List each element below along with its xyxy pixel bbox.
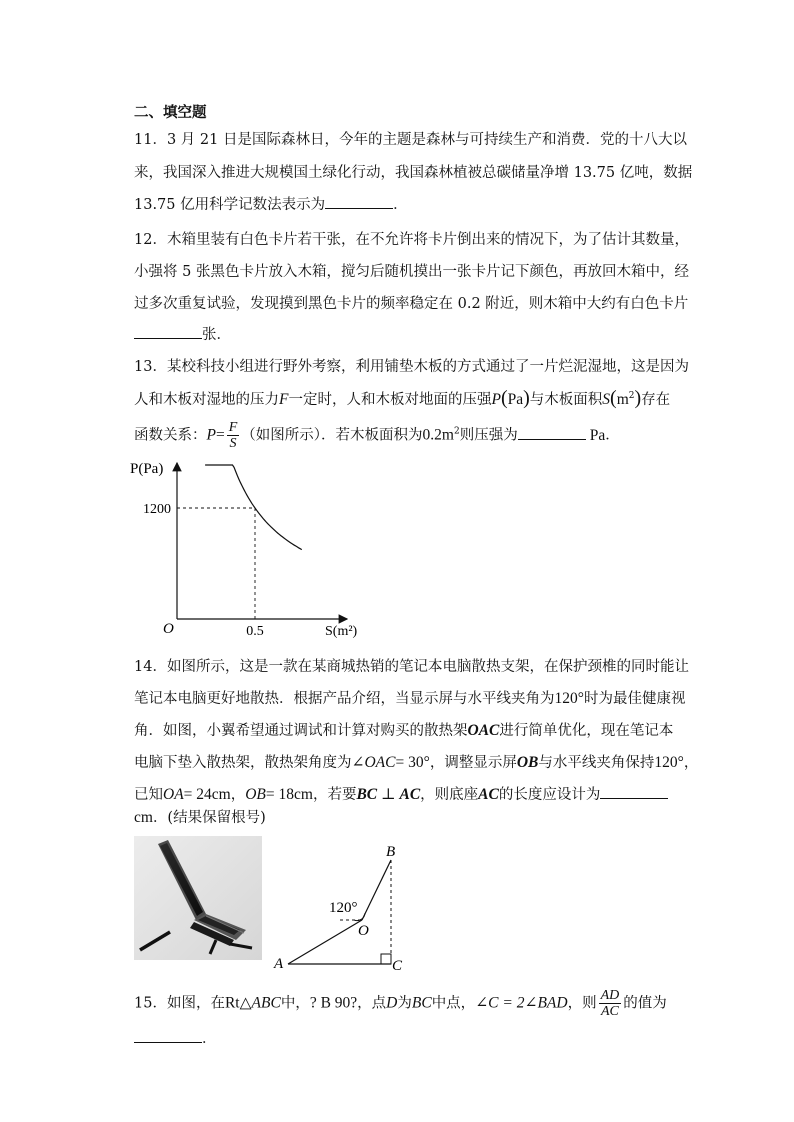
q15-text-b: 中， bbox=[280, 995, 310, 1012]
q14-var-OB2: OB bbox=[245, 786, 266, 803]
q14-var-AC2: AC bbox=[478, 786, 499, 803]
q13-formula-eq: = bbox=[215, 426, 225, 444]
q12-line-3: 过多次重复试验，发现摸到黑色卡片的频率稳定在 0.2 附近，则木箱中大约有白色卡片 bbox=[134, 296, 689, 312]
q15-fraction: $\frac{AD}{AC}$ bbox=[600, 988, 620, 1019]
curve-series bbox=[205, 465, 302, 550]
y-axis-label: P(Pa) bbox=[130, 461, 164, 477]
segment-OB bbox=[362, 860, 391, 920]
q11-line-3 bbox=[134, 193, 408, 214]
q13-text-a: 人和木板对湿地的压力 bbox=[134, 392, 279, 408]
q15-answer-blank[interactable] bbox=[134, 1041, 202, 1043]
q14-line-3 bbox=[134, 719, 673, 740]
q13-line-2: 人和木板对湿地的压力F一定时，人和木板对地面的压强P(Pa)与木板面积$S(m^2)$存在 bbox=[134, 387, 671, 409]
q11-line-1: 11．3 月 21 日是国际森林日，今年的主题是森林与可持续生产和消费．党的十八大以 bbox=[134, 132, 687, 148]
q14-text-i: ，若要 bbox=[312, 787, 357, 803]
y-tick-label: 1200 bbox=[143, 502, 171, 517]
q14-text-j: ，则底座 bbox=[420, 787, 479, 803]
right-angle-mark bbox=[381, 954, 391, 964]
q13-unit-Pa: Pa bbox=[507, 391, 524, 408]
q14-line-4 bbox=[134, 751, 698, 772]
point-C: C bbox=[392, 958, 403, 972]
q14-var-BC: BC bbox=[356, 786, 378, 803]
q11-text: 13.75 亿用科学记数法表示为 bbox=[134, 197, 326, 213]
q13-text-b: 一定时，人和木板对地面的压强 bbox=[288, 392, 492, 408]
q15-angle-B: ? B 90? bbox=[309, 994, 358, 1012]
q15-var-D: D bbox=[386, 994, 398, 1012]
q13-var-P: P bbox=[491, 391, 501, 408]
q13-formula-P: P bbox=[206, 426, 216, 444]
q14-perp: ⊥ bbox=[377, 786, 400, 803]
point-O: O bbox=[358, 923, 369, 939]
q14-angle-OAC: ∠OAC bbox=[351, 754, 396, 771]
q13-text-e: 函数关系： bbox=[134, 427, 207, 444]
point-B: B bbox=[386, 846, 396, 860]
q13-var-S: S bbox=[602, 391, 611, 408]
q13-area-value: 0.2m bbox=[422, 426, 454, 444]
q14-var-OAC: OAC bbox=[467, 722, 500, 739]
q15-angle-eq: ∠C = 2∠BAD bbox=[475, 994, 568, 1012]
q14-comma: ， bbox=[683, 755, 699, 771]
q14-sep: ， bbox=[230, 787, 246, 803]
q14-var-OB: OB bbox=[516, 754, 539, 771]
q13-text-d: 存在 bbox=[641, 392, 671, 408]
q15-line-2 bbox=[134, 1027, 217, 1048]
q13-line-1: 13．某校科技小组进行野外考察，利用铺垫木板的方式通过了一片烂泥湿地，这是因为 bbox=[134, 359, 689, 375]
q14-unit-cm: cm bbox=[134, 809, 153, 826]
q14-text-h: 已知 bbox=[134, 787, 163, 803]
section-title: 二、填空题 bbox=[134, 105, 207, 121]
q14-text-d: 进行简单优化，现在笔记本 bbox=[499, 723, 674, 739]
q14-angle-value: = 30° bbox=[395, 754, 430, 771]
q15-text-c: ，点 bbox=[357, 995, 387, 1012]
angle-label: 120° bbox=[329, 900, 358, 916]
q14-text-e: 电脑下垫入散热架，散热架角度为 bbox=[134, 755, 352, 771]
q14-OB-value: = 18cm bbox=[265, 786, 313, 803]
q14-text-c: 角．如图，小翼希望通过调试和计算对购买的散热架 bbox=[134, 723, 468, 739]
segment-AO bbox=[288, 920, 362, 964]
q11-end: ． bbox=[393, 197, 408, 213]
q14-var-OA: OA bbox=[163, 786, 184, 803]
q13-end: ． bbox=[605, 427, 620, 444]
q11-answer-blank[interactable] bbox=[325, 207, 393, 209]
q13-formula-fraction: $\frac{F}{S}$ bbox=[228, 420, 238, 451]
q12-end: 张． bbox=[202, 327, 231, 343]
q15-text-g: 的值为 bbox=[623, 995, 667, 1012]
q14-line-1: 14．如图所示，这是一款在某商城热销的笔记本电脑散热支架，在保护颈椎的同时能让 bbox=[134, 659, 689, 675]
q12-line-1: 12．木箱里装有白色卡片若干张，在不允许将卡片倒出来的情况下，为了估计其数量， bbox=[134, 232, 689, 248]
q15-rt: Rt△ bbox=[224, 994, 252, 1012]
q14-text-k: 的长度应设计为 bbox=[498, 787, 601, 803]
origin-label: O bbox=[163, 621, 174, 637]
q14-text-f: ，调整显示屏 bbox=[429, 755, 517, 771]
q13-text-f: （如图所示）．若木板面积为 bbox=[241, 427, 423, 444]
geometry-figure bbox=[270, 846, 410, 972]
x-axis-label: S(m²) bbox=[325, 624, 358, 639]
q13-unit-m: m bbox=[616, 391, 629, 408]
q15-text-f: ，则 bbox=[567, 995, 597, 1012]
q12-answer-blank[interactable] bbox=[134, 337, 202, 339]
q13-text-g: 则压强为 bbox=[459, 427, 518, 444]
q14-var-AC: AC bbox=[399, 786, 421, 803]
x-tick-label: 0.5 bbox=[246, 624, 264, 639]
q14-text-a: 笔记本电脑更好地散热．根据产品介绍，当显示屏与水平线夹角为 bbox=[134, 691, 555, 707]
q15-end: ． bbox=[202, 1031, 217, 1047]
q13-area-exp: 2 bbox=[453, 426, 460, 437]
q14-angle-120b: 120° bbox=[654, 754, 684, 771]
q15-text-e: 中点， bbox=[431, 995, 476, 1012]
q14-angle-120: 120° bbox=[554, 690, 584, 707]
q13-text-c: 与木板面积 bbox=[529, 392, 603, 408]
q15-var-BC: BC bbox=[411, 994, 432, 1012]
q14-line-5 bbox=[134, 783, 668, 804]
q15-var-ABC: ABC bbox=[251, 994, 281, 1012]
q14-line-6 bbox=[134, 806, 266, 827]
q14-line-2 bbox=[134, 687, 685, 708]
q13-unit-exp: 2 bbox=[628, 391, 635, 402]
q13-answer-blank[interactable] bbox=[518, 438, 586, 440]
q12-line-2: 小强将 5 张黑色卡片放入木箱，搅匀后随机摸出一张卡片记下颜色，再放回木箱中，经 bbox=[134, 264, 689, 280]
q14-note: ．(结果保留根号) bbox=[152, 810, 266, 826]
point-A: A bbox=[274, 956, 284, 972]
laptop-stand-photo bbox=[134, 836, 262, 960]
pressure-area-chart bbox=[125, 455, 360, 645]
q15-text-a: 15．如图，在 bbox=[134, 995, 225, 1012]
q15-line-1 bbox=[134, 988, 667, 1019]
q14-text-b: 时为最佳健康视 bbox=[583, 691, 686, 707]
q13-unit-answer: Pa bbox=[589, 426, 606, 444]
q12-line-4 bbox=[134, 323, 231, 344]
q14-text-g: 与水平线夹角保持 bbox=[538, 755, 655, 771]
q13-line-3 bbox=[134, 420, 620, 451]
q13-var-F: F bbox=[279, 391, 289, 408]
q14-answer-blank[interactable] bbox=[600, 797, 668, 799]
q15-text-d: 为 bbox=[397, 995, 412, 1012]
q14-OA-value: = 24cm bbox=[183, 786, 231, 803]
q11-line-2: 来，我国深入推进大规模国土绿化行动，我国森林植被总碳储量净增 13.75 亿吨，数据 bbox=[134, 165, 693, 181]
